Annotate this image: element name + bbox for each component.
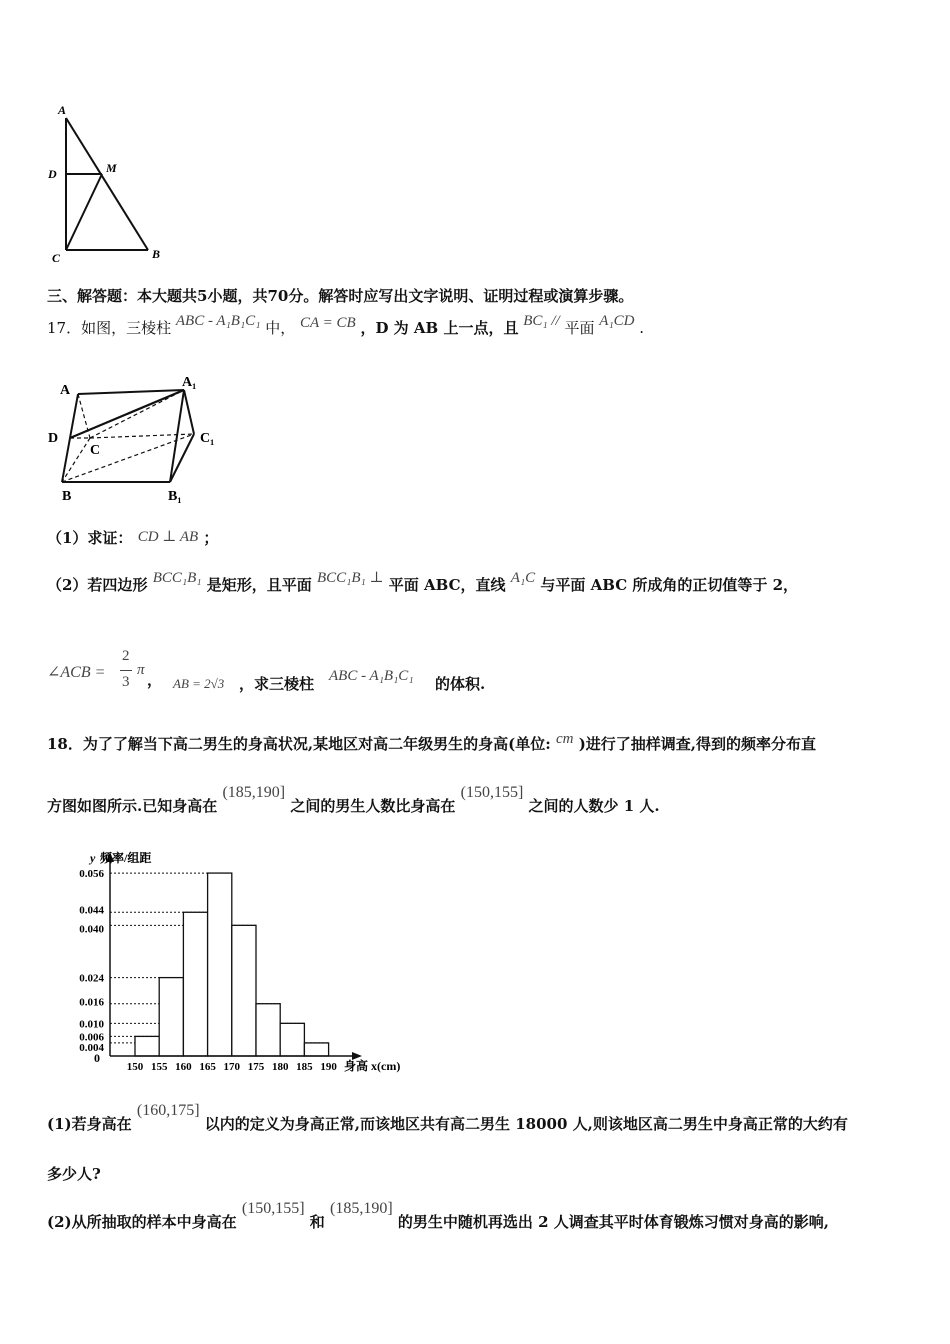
label-A1: A₁ [182, 375, 197, 390]
q17-text1: 中， [265, 319, 296, 337]
q17-part2 [47, 570, 799, 596]
frac-bar [120, 670, 132, 671]
q18-line2 [47, 784, 660, 817]
x-tick-label: 170 [223, 1061, 241, 1073]
histogram-bar [208, 873, 232, 1056]
q18-p1-interval: (160,175] [136, 1102, 200, 1119]
label-D: D [48, 431, 59, 446]
segment-AB [66, 118, 148, 250]
pi-symbol: π [137, 662, 145, 678]
q17-plane: A₁CD [599, 313, 635, 329]
label-B: B [62, 489, 72, 504]
y-tick-label: 0.040 [79, 923, 104, 936]
histogram-bar [135, 1036, 159, 1056]
comma: ， [147, 671, 163, 689]
q18-p1-b: 以内的定义为身高正常,而该地区共有高二男生 18000 人,则该地区高二男生中身高正常的大约有 [204, 1115, 848, 1133]
label-C1: C₁ [200, 431, 215, 446]
x-tick-label: 175 [247, 1061, 265, 1073]
histogram-bar [232, 925, 256, 1056]
q17-part2-e: ，求三棱柱 [239, 675, 315, 693]
q18-line2-b: 之间的男生人数比身高在 [290, 797, 456, 815]
q17-number: 17．如图，三棱柱 [47, 319, 172, 337]
label-M: M [106, 161, 117, 175]
edge-CC1 [90, 434, 194, 438]
q17-part2-plane: BCC₁B₁ ⊥ [316, 570, 384, 586]
x-tick-label: 180 [271, 1061, 289, 1073]
y-tick-label: 0.006 [79, 1031, 104, 1044]
chart-bars [135, 873, 329, 1056]
segment-DA1 [70, 390, 184, 438]
histogram-chart [60, 846, 420, 1078]
chart-x-ticks [127, 1061, 338, 1073]
q17-part2-c: 平面 ABC，直线 [388, 576, 506, 594]
label-A: A [60, 383, 71, 398]
q18-interval1: (185,190] [222, 784, 286, 801]
histogram-bar [304, 1043, 328, 1056]
q18-line1 [47, 731, 817, 755]
q18-part1-cont: 多少人? [47, 1165, 101, 1183]
histogram-bar [280, 1023, 304, 1056]
y-tick-label: 0.016 [79, 996, 104, 1009]
q17-part1-expr: CD ⊥ AB [137, 529, 199, 545]
frac-den: 3 [122, 674, 130, 690]
origin-label: 0 [94, 1051, 100, 1065]
x-tick-label: 150 [126, 1061, 144, 1073]
x-axis-label: 身高 x(cm) [344, 1059, 401, 1073]
q17-part1-label: （1）求证： [47, 529, 133, 547]
label-D: D [48, 167, 57, 181]
label-C: C [52, 251, 61, 265]
q17-text2: ，D 为 AB 上一点，且 [360, 319, 519, 337]
x-tick-label: 185 [296, 1061, 313, 1073]
angle-expr: ∠ACB = [47, 664, 106, 681]
q17-part2-quad: BCC₁B₁ [152, 570, 202, 586]
q17-part2-line: A₁C [510, 570, 536, 586]
q17-text4: . [639, 319, 645, 337]
q17-cond2: BC₁ // [523, 313, 560, 329]
histogram-bar [183, 912, 207, 1056]
edge-A1C1 [184, 390, 194, 434]
q18-p2-b: 的男生中随机再选出 2 人调查其平时体育锻炼习惯对身高的影响, [397, 1213, 830, 1231]
segment-CM [66, 174, 102, 250]
q18-unit: cm [555, 731, 574, 747]
q18-line2-c: 之间的人数少 1 人. [528, 797, 660, 815]
label-B1: B₁ [168, 489, 182, 504]
q18-p2-and: 和 [309, 1213, 325, 1231]
label-A: A [58, 103, 67, 117]
y-tick-label: 0.044 [79, 904, 104, 917]
label-B: B [152, 247, 161, 261]
q17-part2-f: 的体积. [435, 675, 486, 693]
chart-y-ticks [79, 868, 104, 1054]
edge-AA1 [78, 390, 184, 394]
y-tick-label: 0.056 [79, 868, 104, 881]
triangle-figure [40, 98, 170, 270]
q18-line2-a: 方图如图所示.已知身高在 [47, 797, 218, 815]
q18-line1-b: )进行了抽样调查,得到的频率分布直 [578, 735, 817, 753]
prism-figure [44, 372, 234, 508]
q17-cond1: CA = CB [299, 315, 356, 331]
y-tick-label: 0.004 [79, 1041, 104, 1054]
y-axis-letter: y [90, 851, 96, 865]
q17-prism: ABC - A₁B₁C₁ [175, 313, 261, 329]
q18-p2-interval1: (150,155] [241, 1200, 305, 1217]
section-heading: 三、解答题：本大题共5小题，共70分。解答时应写出文字说明、证明过程或演算步骤。 [47, 287, 634, 305]
histogram-bar [159, 978, 183, 1056]
q18-part2 [47, 1200, 830, 1233]
q17-statement [47, 313, 645, 339]
y-tick-label: 0.024 [79, 972, 104, 985]
q18-line1-a: 18．为了了解当下高二男生的身高状况,某地区对高二年级男生的身高(单位: [47, 735, 551, 753]
q18-interval2: (150,155] [460, 784, 524, 801]
frac-num: 2 [122, 648, 130, 664]
q17-part1-end: ； [203, 529, 219, 547]
q17-part2-a: （2）若四边形 [47, 576, 148, 594]
histogram-bar [256, 1004, 280, 1056]
q17-part1 [47, 528, 218, 549]
x-tick-label: 160 [175, 1061, 192, 1073]
y-tick-label: 0.010 [79, 1018, 104, 1031]
q18-part1 [47, 1102, 848, 1135]
q17-part2-b: 是矩形，且平面 [206, 576, 312, 594]
x-tick-label: 165 [199, 1061, 216, 1073]
x-tick-label: 155 [150, 1061, 168, 1073]
y-axis-label: 频率/组距 [100, 851, 152, 865]
q18-p2-interval2: (185,190] [330, 1200, 393, 1217]
x-tick-label: 190 [320, 1061, 337, 1073]
label-C: C [90, 443, 101, 458]
q17-prism2: ABC - A₁B₁C₁ [329, 668, 414, 684]
q18-p2-a: (2)从所抽取的样本中身高在 [47, 1213, 237, 1231]
q18-p1-a: (1)若身高在 [47, 1115, 132, 1133]
q17-part2-d: 与平面 ABC 所成角的正切值等于 2， [540, 576, 799, 594]
q17-text3: 平面 [564, 319, 595, 337]
ab-expr: AB = 2√3 [173, 676, 225, 691]
segment-CA1 [90, 390, 184, 438]
